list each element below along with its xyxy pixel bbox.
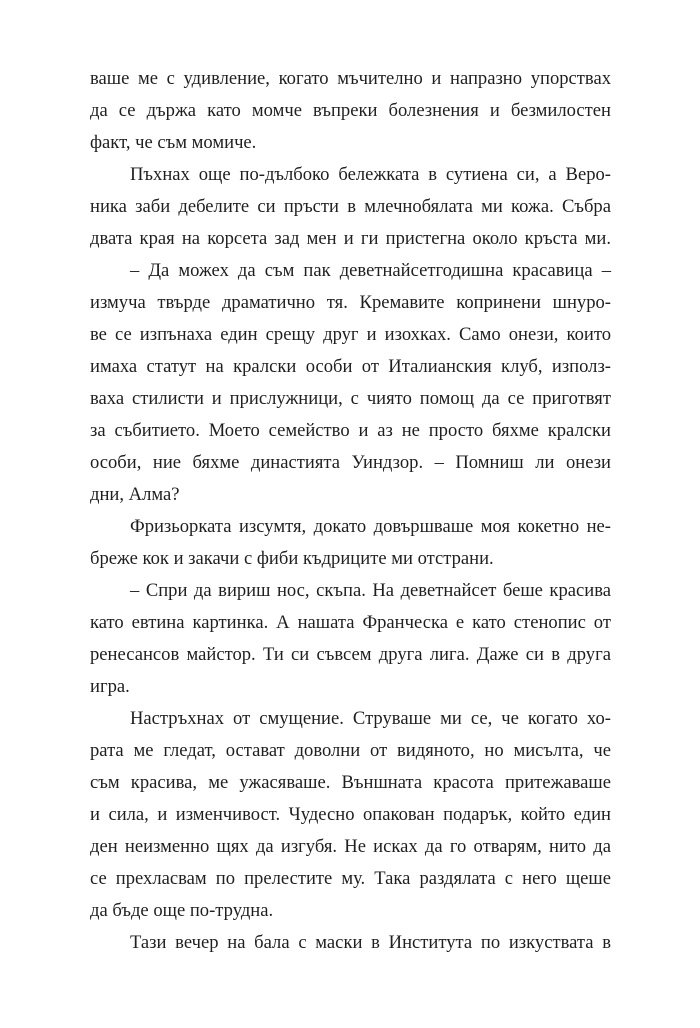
text-line: като евтина картинка. А нашата Франческа е като стенопис от bbox=[90, 612, 611, 633]
text-line: ве се изпънаха един срещу друг и изохках. Само онези, които bbox=[90, 324, 611, 345]
text-line: да се държа като момче въпреки болезнения и безмилостен bbox=[90, 100, 611, 121]
text-line: ваха стилисти и прислужници, с чиято помощ да се приготвят bbox=[90, 388, 611, 409]
text-line: Фризьорката изсумтя, докато довършваше моя кокетно не- bbox=[130, 516, 611, 537]
text-line: ваше ме с удивление, когато мъчително и напразно упорствах bbox=[90, 68, 611, 89]
text-line: се прехласвам по прелестите му. Така раздялата с него щеше bbox=[90, 868, 611, 889]
text-line: Настръхнах от смущение. Струваше ми се, че когато хо- bbox=[130, 708, 611, 729]
text-line: бреже кок и закачи с фиби къдриците ми отстрани. bbox=[90, 548, 494, 569]
text-line: ренесансов майстор. Ти си съвсем друга лига. Даже си в друга bbox=[90, 644, 611, 665]
text-line: ника заби дебелите си пръсти в млечнобялата ми кожа. Събра bbox=[90, 196, 611, 217]
text-line: факт, че съм момиче. bbox=[90, 132, 257, 153]
text-line: Тази вечер на бала с маски в Института по изкуствата в bbox=[130, 932, 611, 953]
text-line: – Спри да вириш нос, скъпа. На деветнайсет беше красива bbox=[130, 580, 611, 601]
text-line: и сила, и изменчивост. Чудесно опакован подарък, който един bbox=[90, 804, 611, 825]
text-line: ден неизменно щях да изгубя. Не исках да го отварям, нито да bbox=[90, 836, 611, 857]
text-line: съм красива, ме ужасяваше. Външната красота притежаваше bbox=[90, 772, 611, 793]
text-line: рата ме гледат, остават доволни от видяното, но мисълта, че bbox=[90, 740, 611, 761]
text-line: – Да можех да съм пак деветнайсетгодишна красавица – bbox=[130, 260, 611, 281]
text-line: игра. bbox=[90, 676, 130, 697]
text-line: дни, Алма? bbox=[90, 484, 180, 505]
text-line: да бъде още по-трудна. bbox=[90, 900, 274, 921]
text-line: имаха статут на кралски особи от Италианския клуб, използ- bbox=[90, 356, 611, 377]
text-line: двата края на корсета зад мен и ги пристегна около кръста ми. bbox=[90, 228, 611, 249]
text-line: особи, ние бяхме династията Уиндзор. – Помниш ли онези bbox=[90, 452, 611, 473]
text-line: Пъхнах още по-дълбоко бележката в сутиена си, а Веро- bbox=[130, 164, 611, 185]
text-line: измуча твърде драматично тя. Кремавите копринени шнуро- bbox=[90, 292, 611, 313]
text-line: за събитието. Моето семейство и аз не просто бяхме кралски bbox=[90, 420, 611, 441]
